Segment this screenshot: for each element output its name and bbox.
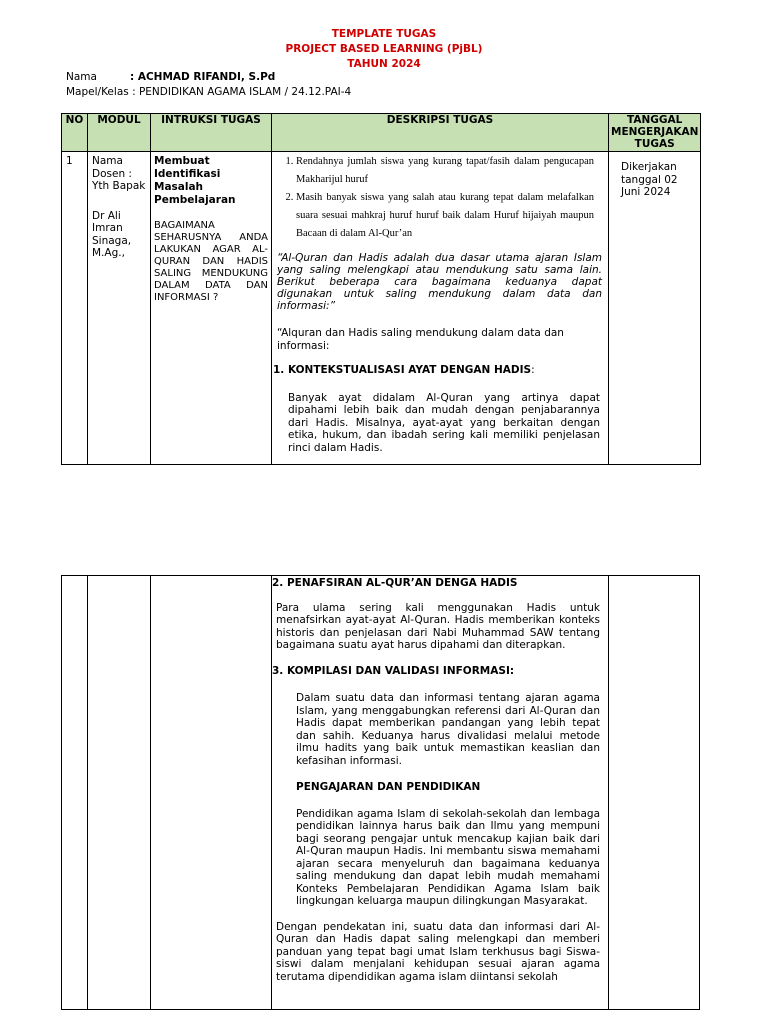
doc-year: TAHUN 2024 [347,58,421,70]
tanggal-empty [609,576,700,1010]
mapel-value: : PENDIDIKAN AGAMA ISLAM / 24.12.PAI-4 [132,86,352,98]
modul-dosen-label: Nama Dosen : Yth Bapak [92,155,146,192]
row-no-empty [62,576,88,1010]
instruksi-body: BAGAIMANA SEHARUSNYA ANDA LAKUKAN AGAR AL-QURAN DAN HADIS SALING MENDUKUNG DALAM DATA DAN INFORMASI ? [154,220,268,303]
section-paragraph-3: Dalam suatu data dan informasi tentang ajaran agama Islam, yang menggabungkan referensi dari Al-Quran dan Hadis dapat memberikan pandangan yang lebih tepat dan sahih. Keduanya harus divalidasi melalui metode ilmu hadits yang baik untuk memastikan keaslian dan kefasihan informasi. [296,692,600,767]
section-paragraph-1: Banyak ayat didalam Al-Quran yang artinya dapat dipahami lebih baik dan mudah dengan penjabarannya dari Hadis. Misalnya, ayat-ayat yang berkaitan dengan etika, hukum, dan ibadah sering kali memiliki penjelasan rinci dalam Hadis. [288,391,600,454]
col-deskripsi: DESKRIPSI TUGAS [272,114,609,152]
modul-empty [88,576,151,1010]
problem-item: 1. Rendahnya jumlah siswa yang kurang tapat/fasih dalam pengucapan Makharijul huruf [296,153,604,189]
section-heading-2: 2. PENAFSIRAN AL-QUR’AN DENGA HADIS [272,577,518,589]
section-heading-3: 3. KOMPILASI DAN VALIDASI INFORMASI: [272,664,515,677]
problem-list [272,153,604,243]
col-instruksi: INTRUKSI TUGAS [151,114,272,152]
nama-label: Nama [66,71,97,83]
section-paragraph-5: Dengan pendekatan ini, suatu data dan informasi dari Al-Quran dan Hadis dapat saling melengkapi dan memberi panduan yang tepat bagi umat Islam terkhusus bagi Siswa-siswi dalam menjalani kehidupan sesuai ajaran agama terutama dipendidikan agama islam diintansi sekolah [276,920,600,983]
problem-item: 2. Masih banyak siswa yang salah atau kurang tepat dalam melafalkan suara sesuai mahkraj huruf huruf baik dalam Huruf hijaiyah maupun Bacaan di dalam Al-Qur’an [296,189,604,243]
instruksi-title: Membuat Identifikasi Masalah Pembelajaran [154,155,236,206]
section-paragraph-2: Para ulama sering kali menggunakan Hadis untuk menafsirkan ayat-ayat Al-Quran. Hadis memberikan konteks historis dan penjelasan dari Nabi Muhammad SAW tentang bagaimana suatu ayat harus dipahami dan diterapkan. [276,601,600,651]
col-no: NO [62,114,88,152]
task-table [61,113,701,465]
doc-subtitle: PROJECT BASED LEARNING (PjBL) [285,43,483,55]
modul-dosen-name: Dr Ali Imran Sinaga, M.Ag., [92,209,132,259]
section-heading-4: PENGAJARAN DAN PENDIDIKAN [296,781,481,793]
deskripsi-continued [272,576,609,1010]
col-tanggal: TANGGAL MENGERJAKAN TUGAS [609,114,701,152]
section-heading-1: 1. KONTEKSTUALISASI AYAT DENGAN HADIS: [273,364,535,376]
mapel-line [66,86,351,99]
row-no: 1 [62,152,88,465]
tanggal-cell: Dikerjakan tanggal 02 Juni 2024 [609,152,701,465]
instruksi-empty [151,576,272,1010]
instruksi-cell [151,152,272,465]
quote-paragraph: “Al-Quran dan Hadis adalah dua dasar utama ajaran Islam yang saling melengkapi atau mendukung satu sama lain. Berikut beberapa cara bagaimana keduanya dapat digunakan untuk saling mendukung dalam data dan informasi:” [277,252,602,312]
col-modul: MODUL [88,114,151,152]
nama-value: : ACHMAD RIFANDI, S.Pd [130,71,276,83]
section-paragraph-4: Pendidikan agama Islam di sekolah-sekolah dan lembaga pendidikan lainnya harus baik dan Ilmu yang mempuni bagi seorang pengajar untuk mencakup kajian baik dari Al-Quran maupun Hadis. Ini membantu siswa memahami ajaran secara menyeluruh dan bagaimana keduanya saling mendukung dan dapat lebih mudah memahami Konteks Pembelajaran Pendidikan Agama Islam baik lingkungan keluarga maupun dilingkungan Masyarakat. [296,807,600,907]
nama-line [66,71,275,84]
task-table-continued [61,575,700,1010]
modul-cell [88,152,151,465]
intro-line: “Alquran dan Hadis saling mendukung dalam data dan informasi: [277,327,564,352]
mapel-label: Mapel/Kelas [66,86,129,98]
doc-title: TEMPLATE TUGAS [331,28,437,40]
deskripsi-cell [272,152,609,465]
